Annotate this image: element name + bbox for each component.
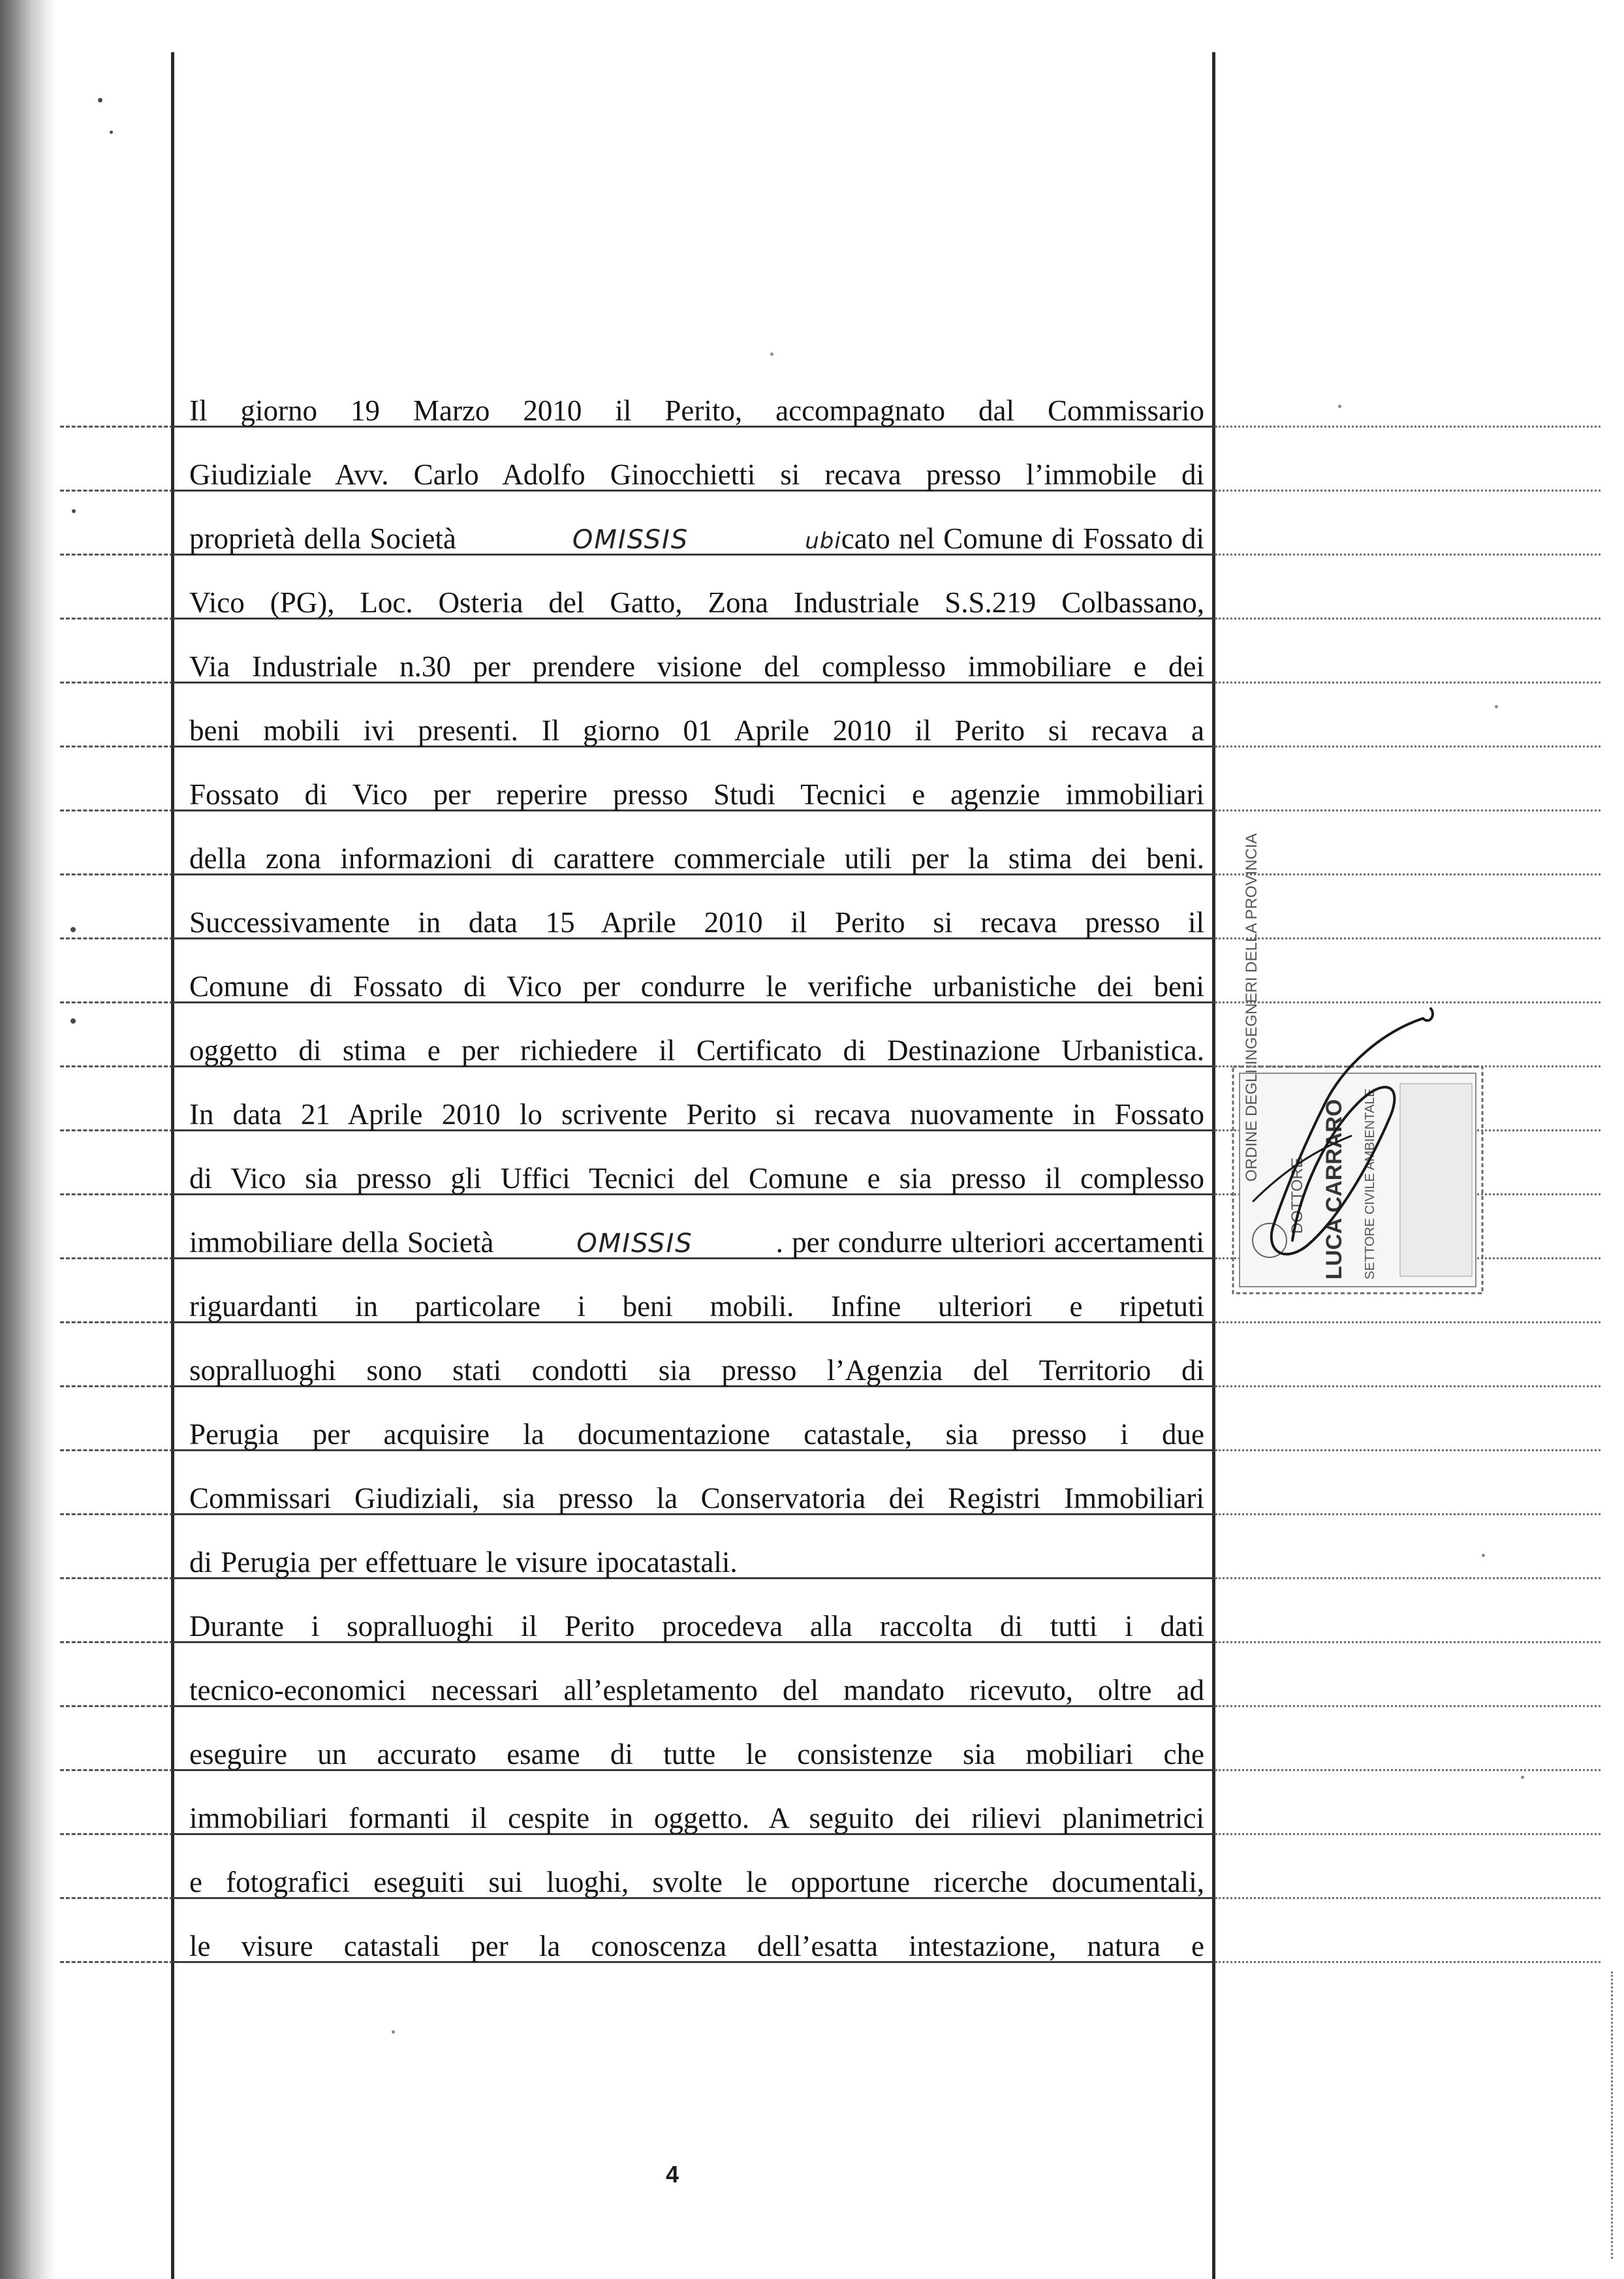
left-margin-rule (171, 52, 174, 2279)
text-line: della zona informazioni di carattere commerciale utili per la stima dei beni. (189, 842, 1204, 875)
ruled-line (1215, 682, 1601, 684)
handwritten-prefix: ubi (805, 528, 841, 554)
right-edge-dotted-rule (1611, 1972, 1613, 2259)
ruled-line (1215, 809, 1601, 811)
ruled-line (60, 1769, 174, 1771)
ruled-line (1215, 1897, 1601, 1899)
text-fragment: . per condurre ulteriori accertamenti (775, 1226, 1204, 1259)
ruled-line (1215, 1705, 1601, 1707)
handwritten-redaction: OMISSIS (572, 525, 689, 555)
ruled-line (60, 809, 174, 811)
ruled-line (1215, 1001, 1601, 1003)
scan-dot (1521, 1776, 1524, 1779)
text-line: Il giorno 19 Marzo 2010 il Perito, accompagnato dal Commissario (189, 394, 1204, 427)
text-line: oggetto di stima e per richiedere il Certificato di Destinazione Urbanistica. (189, 1034, 1204, 1067)
stamp-section-text: SETTORE CIVILE AMBIENTALE (1363, 1088, 1377, 1280)
scan-speck (72, 509, 76, 513)
ruled-line (60, 1321, 174, 1323)
ruled-line (60, 1641, 174, 1643)
text-line: Via Industriale n.30 per prendere visione del complesso immobiliare e dei (189, 650, 1204, 683)
ruled-line (1215, 426, 1601, 428)
ruled-line (60, 1513, 174, 1515)
ruled-line (60, 1129, 174, 1131)
signature-graphic (1227, 1005, 1443, 1293)
scan-binding-shadow (0, 0, 56, 2279)
ruled-line (60, 1961, 174, 1963)
ruled-line (60, 1193, 174, 1195)
ruled-line (1215, 1769, 1601, 1771)
ruled-line (1215, 1321, 1601, 1323)
scan-dot (1338, 405, 1341, 408)
right-margin-rule (1212, 52, 1215, 2279)
stamp-title-text: DOTTORE (1288, 1157, 1306, 1234)
text-line: e fotografici eseguiti sui luoghi, svolte le opportune ricerche documentali, (189, 1866, 1204, 1898)
text-line: Comune di Fossato di Vico per condurre le verifiche urbanistiche dei beni (189, 970, 1204, 1003)
ruled-line (1215, 1449, 1601, 1451)
text-line: tecnico-economici necessari all’espletamento del mandato ricevuto, oltre ad (189, 1674, 1204, 1706)
ruled-line (1215, 618, 1601, 620)
ruled-line (60, 746, 174, 747)
ruled-line (1215, 746, 1601, 747)
scan-dot (770, 353, 773, 356)
handwritten-signature (1227, 1005, 1443, 1293)
ruled-line (1215, 1513, 1601, 1515)
ruled-line (60, 873, 174, 875)
scan-dot (1495, 705, 1498, 708)
ruled-line (60, 1385, 174, 1387)
text-fragment-tail (805, 507, 1204, 573)
ruled-line (1215, 1385, 1601, 1387)
ruled-line (60, 937, 174, 939)
ruled-line (60, 1705, 174, 1707)
ruled-line (60, 1257, 174, 1259)
text-line-with-redaction (189, 507, 1204, 571)
text-line: Perugia per acquisire la documentazione catastale, sia presso i due (189, 1418, 1204, 1451)
text-line: riguardanti in particolare i beni mobili. Infine ulteriori e ripetuti (189, 1290, 1204, 1323)
text-fragment: proprietà della Società (189, 522, 456, 555)
text-line: In data 21 Aprile 2010 lo scrivente Perito si recava nuovamente in Fossato (189, 1098, 1204, 1131)
text-line: di Perugia per effettuare le visure ipocatastali. (189, 1546, 738, 1579)
scan-speck (70, 927, 76, 932)
text-line: le visure catastali per la conoscenza dell’esatta intestazione, natura e (189, 1930, 1204, 1962)
text-line: beni mobili ivi presenti. Il giorno 01 Aprile 2010 il Perito si recava a (189, 714, 1204, 747)
ruled-line (60, 1833, 174, 1835)
ruled-line (1215, 1833, 1601, 1835)
body-text (189, 379, 1204, 1978)
text-line: Commissari Giudiziali, sia presso la Conservatoria dei Registri Immobiliari (189, 1482, 1204, 1515)
ruled-line (60, 1065, 174, 1067)
ruled-line (1215, 554, 1601, 556)
text-line: sopralluoghi sono stati condotti sia presso l’Agenzia del Territorio di (189, 1354, 1204, 1387)
stamp-org-text: ORDINE DEGLI INGEGNERI DELLA PROVINCIA (1243, 833, 1260, 1182)
ruled-line (60, 426, 174, 428)
text-line: di Vico sia presso gli Uffici Tecnici del Comune e sia presso il complesso (189, 1162, 1204, 1195)
ruled-line (60, 1897, 174, 1899)
text-line: Giudiziale Avv. Carlo Adolfo Ginocchietti si recava presso l’immobile di (189, 458, 1204, 491)
ruled-line (60, 1449, 174, 1451)
page-number: 4 (665, 2161, 679, 2188)
stamp-name-text: LUCA CARRARO (1322, 1099, 1347, 1280)
ruled-line (1215, 490, 1601, 492)
scan-speck (98, 98, 102, 102)
text-line: Vico (PG), Loc. Osteria del Gatto, Zona Industriale S.S.219 Colbassano, (189, 586, 1204, 619)
text-line: eseguire un accurato esame di tutte le consistenze sia mobiliari che (189, 1738, 1204, 1770)
text-line: immobiliari formanti il cespite in oggetto. A seguito dei rilievi planimetrici (189, 1802, 1204, 1834)
text-fragment: cato nel Comune di Fossato di (841, 522, 1204, 555)
text-line-with-redaction (189, 1210, 1204, 1274)
scan-dot (392, 2030, 395, 2034)
text-line: Successivamente in data 15 Aprile 2010 il Perito si recava presso il (189, 906, 1204, 939)
text-line: Durante i sopralluoghi il Perito procedeva alla raccolta di tutti i dati (189, 1610, 1204, 1642)
ruled-line (1215, 873, 1601, 875)
scan-speck (70, 1018, 76, 1024)
text-fragment: immobiliare della Società (189, 1226, 494, 1259)
text-line: Fossato di Vico per reperire presso Studi Tecnici e agenzie immobiliari (189, 778, 1204, 811)
ruled-line (1215, 1577, 1601, 1579)
scan-speck (110, 131, 113, 134)
handwritten-redaction: OMISSIS (576, 1229, 693, 1259)
ruled-line (1215, 1961, 1601, 1963)
ruled-line (60, 554, 174, 556)
ruled-line (60, 682, 174, 684)
ruled-line (1215, 937, 1601, 939)
ruled-line (60, 490, 174, 492)
ruled-line (1215, 1641, 1601, 1643)
ruled-line (60, 1001, 174, 1003)
ruled-line (60, 618, 174, 620)
scan-dot (1482, 1554, 1485, 1557)
ruled-line (60, 1577, 174, 1579)
